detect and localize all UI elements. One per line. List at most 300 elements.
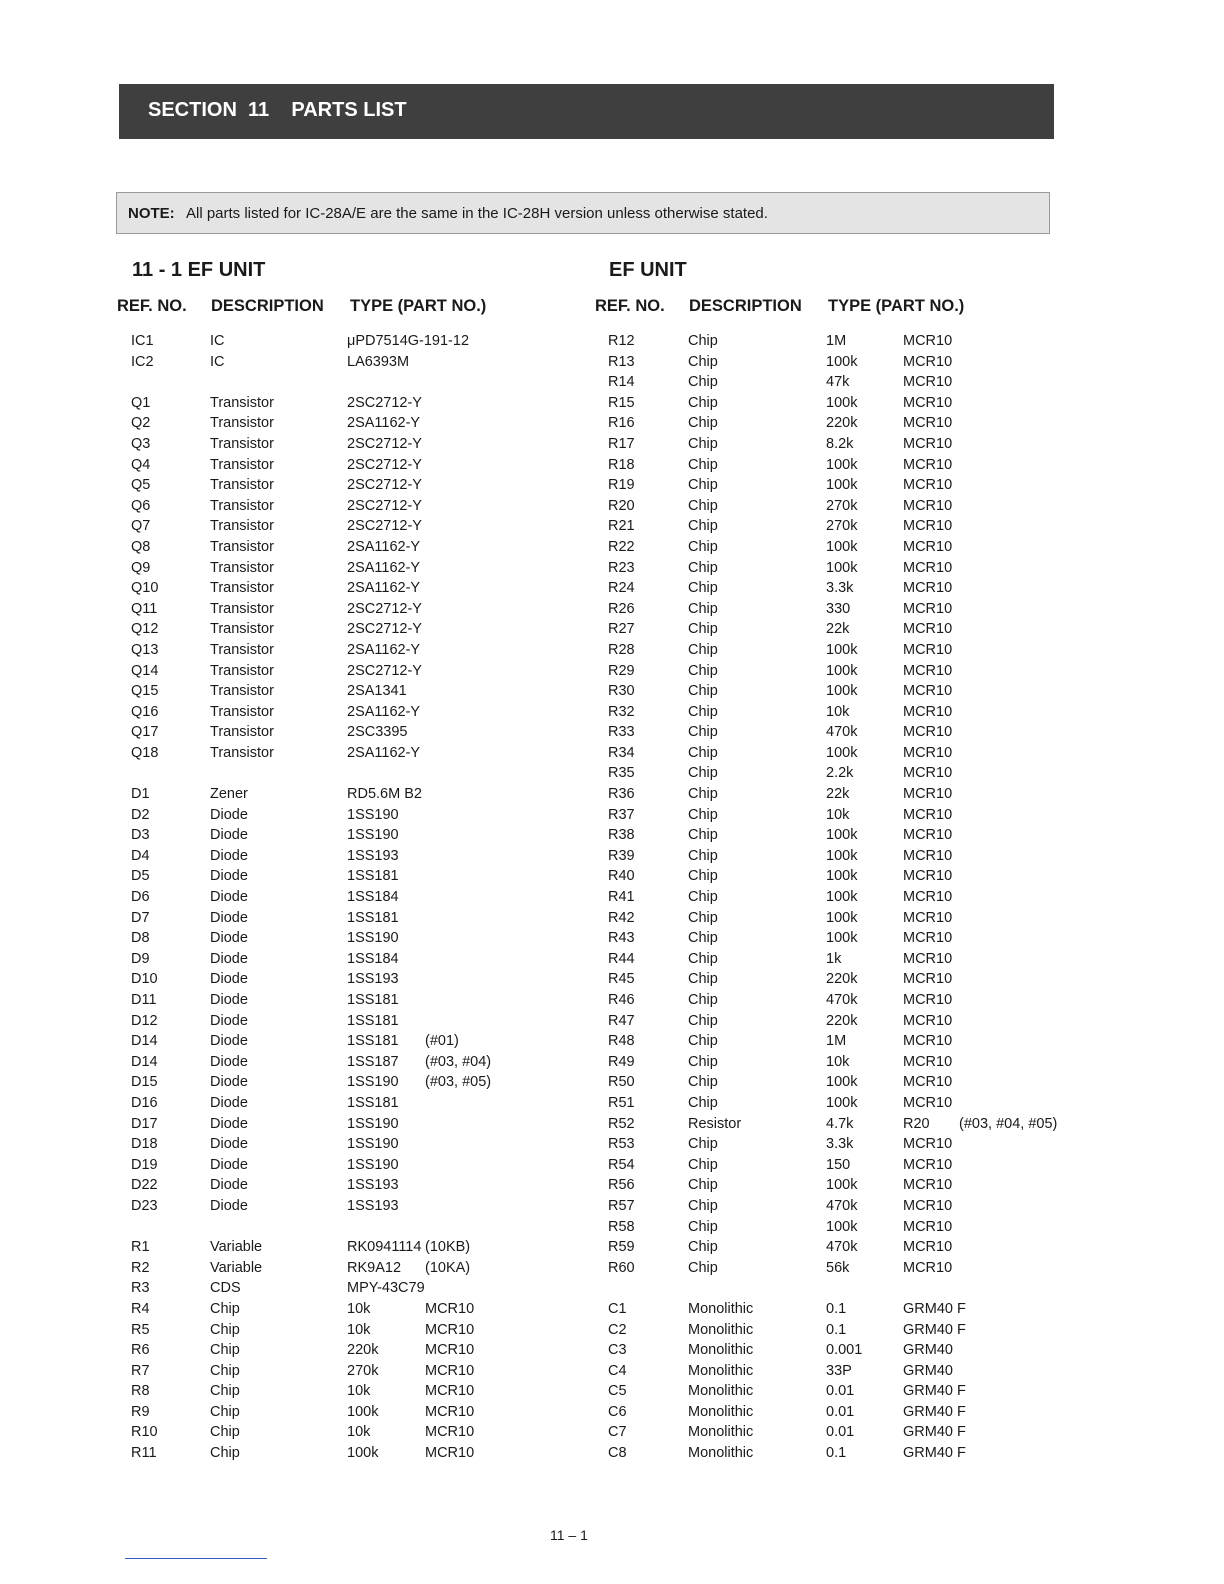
table-row [131,1136,611,1157]
left-header-ref: REF. NO. [117,297,187,315]
cell-ref: D3 [131,827,150,844]
cell-type: 100k [826,538,858,555]
cell-ref: R14 [608,374,635,391]
cell-ref: R45 [608,971,635,988]
cell-part: MCR10 [903,724,953,741]
table-row [608,1260,1088,1281]
cell-type: RK0941114 [347,1239,422,1256]
cell-note: (10KA) [425,1259,471,1276]
cell-ref: R24 [608,580,635,597]
cell-ref: R29 [608,662,635,679]
cell-type: 2SA1162-Y [347,744,421,761]
table-row [608,1445,1088,1466]
cell-type: 1SS190 [347,806,399,823]
cell-desc: Chip [688,374,718,391]
cell-part: MCR10 [903,394,953,411]
cell-part: MCR10 [903,559,953,576]
cell-part: MCR10 [903,456,953,473]
cell-type: 100k [826,930,858,947]
cell-desc: Transistor [210,538,274,555]
cell-desc: IC [210,333,225,349]
table-row [131,1074,611,1095]
cell-desc: Chip [688,786,718,803]
cell-type: 2SA1162-Y [347,538,421,555]
cell-type: 2SA1162-Y [347,580,421,597]
cell-type: 0.1 [826,1300,847,1317]
cell-ref: R26 [608,600,635,617]
cell-desc: Transistor [210,518,274,535]
cell-type: 1SS190 [347,827,399,844]
cell-type: 270k [826,518,858,535]
cell-desc: Chip [688,827,718,844]
table-row [131,910,611,931]
cell-type: 1SS193 [347,1177,399,1194]
cell-desc: Chip [688,971,718,988]
table-row [131,951,611,972]
cell-ref: Q14 [131,662,159,679]
table-row [131,395,611,416]
cell-type: RD5.6M B2 [347,786,422,803]
cell-part: MCR10 [903,1094,953,1111]
cell-desc: Diode [210,930,248,947]
cell-type: 100k [826,641,858,658]
cell-part: GRM40 [903,1362,953,1379]
cell-desc: Diode [210,971,248,988]
cell-type: 2SC2712-Y [347,435,422,452]
cell-ref: R36 [608,786,635,803]
cell-ref: C8 [608,1445,627,1462]
table-row [131,1198,611,1219]
cell-type: 22k [826,786,850,803]
left-unit-title: 11 - 1 EF UNIT [132,259,266,281]
cell-type: 1SS193 [347,847,399,864]
cell-desc: Chip [688,435,718,452]
table-row [608,1198,1088,1219]
cell-desc: Chip [688,580,718,597]
table-row [131,518,611,539]
cell-part: MCR10 [903,971,953,988]
cell-ref: Q4 [131,456,151,473]
table-row [131,436,611,457]
cell-type: 270k [826,497,858,514]
cell-desc: Transistor [210,559,274,576]
cell-desc: Transistor [210,683,274,700]
cell-desc: Variable [210,1239,263,1256]
table-row [608,930,1088,951]
table-row [131,415,611,436]
table-row [131,1157,611,1178]
cell-type: 100k [826,683,858,700]
cell-desc: Transistor [210,456,274,473]
cell-desc: Transistor [210,415,274,432]
cell-desc: Chip [688,497,718,514]
cell-desc: Chip [688,703,718,720]
cell-ref: D12 [131,1012,158,1029]
cell-type: 56k [826,1259,850,1276]
cell-ref: D22 [131,1177,158,1194]
cell-desc: Chip [688,868,718,885]
cell-ref: R32 [608,703,635,720]
table-row [131,1301,611,1322]
table-row [608,1280,1088,1301]
cell-ref: R48 [608,1033,635,1050]
cell-ref: R33 [608,724,635,741]
cell-type: 100k [826,394,858,411]
cell-desc: CDS [210,1280,241,1297]
cell-ref: R60 [608,1259,635,1276]
cell-part: MCR10 [425,1424,475,1441]
cell-type: 22k [826,621,850,638]
table-row [131,498,611,519]
cell-ref: D5 [131,868,150,885]
cell-part: GRM40 F [903,1403,966,1420]
cell-type: 10k [826,806,850,823]
cell-type: 1M [826,333,847,349]
table-row [608,1219,1088,1240]
table-row [131,889,611,910]
table-row [608,1322,1088,1343]
cell-desc: Chip [688,1033,718,1050]
cell-type: 3.3k [826,580,854,597]
cell-desc: Diode [210,868,248,885]
cell-desc: Chip [688,1156,718,1173]
cell-desc: Chip [688,333,718,349]
cell-ref: R1 [131,1239,150,1256]
cell-ref: D15 [131,1074,158,1091]
cell-type: 100k [826,827,858,844]
table-row [131,1260,611,1281]
right-header-ref: REF. NO. [595,297,665,315]
cell-desc: Transistor [210,497,274,514]
cell-desc: Chip [688,1012,718,1029]
cell-ref: R50 [608,1074,635,1091]
cell-ref: R3 [131,1280,150,1297]
cell-ref: R16 [608,415,635,432]
cell-ref: Q9 [131,559,151,576]
cell-ref: R42 [608,909,635,926]
table-row [131,539,611,560]
cell-desc: Chip [688,683,718,700]
cell-desc: Chip [688,950,718,967]
table-row [608,374,1088,395]
cell-type: 470k [826,1239,858,1256]
table-row [608,518,1088,539]
cell-ref: D9 [131,950,150,967]
cell-ref: R20 [608,497,635,514]
cell-type: 1SS181 [347,1033,399,1050]
cell-part: MCR10 [425,1321,475,1338]
cell-ref: R27 [608,621,635,638]
cell-part: MCR10 [425,1300,475,1317]
table-row [131,1424,611,1445]
cell-type: 1SS184 [347,950,399,967]
cell-part: MCR10 [903,1218,953,1235]
cell-ref: R39 [608,847,635,864]
table-row [131,560,611,581]
table-row [131,745,611,766]
cell-part: MCR10 [903,1012,953,1029]
table-row [608,992,1088,1013]
cell-part: GRM40 F [903,1383,966,1400]
cell-ref: C1 [608,1300,627,1317]
cell-desc: Transistor [210,744,274,761]
cell-part: MCR10 [425,1383,475,1400]
table-row [131,1033,611,1054]
cell-desc: Monolithic [688,1445,754,1462]
table-row [608,765,1088,786]
cell-ref: R40 [608,868,635,885]
table-row [608,1177,1088,1198]
cell-type: 1SS181 [347,1012,399,1029]
cell-part: MCR10 [425,1362,475,1379]
cell-type: 10k [347,1383,371,1400]
cell-part: MCR10 [903,930,953,947]
cell-desc: Diode [210,1177,248,1194]
cell-ref: C7 [608,1424,627,1441]
table-row [131,1363,611,1384]
table-row [131,992,611,1013]
table-row [608,457,1088,478]
cell-part: MCR10 [903,765,953,782]
cell-type: 2SC3395 [347,724,408,741]
table-row [131,621,611,642]
cell-ref: R59 [608,1239,635,1256]
table-row [131,704,611,725]
cell-ref: Q8 [131,538,151,555]
cell-ref: R17 [608,435,635,452]
cell-type: 1SS190 [347,930,399,947]
cell-part: MCR10 [903,374,953,391]
cell-desc: Transistor [210,703,274,720]
cell-type: 0.1 [826,1445,847,1462]
cell-part: GRM40 [903,1342,953,1359]
cell-part: MCR10 [903,353,953,370]
table-row [131,1219,611,1240]
table-row [608,1342,1088,1363]
cell-part: MCR10 [903,641,953,658]
cell-desc: Diode [210,1156,248,1173]
table-row [608,1033,1088,1054]
cell-type: 2SC2712-Y [347,497,422,514]
cell-desc: Diode [210,1115,248,1132]
cell-part: GRM40 F [903,1424,966,1441]
cell-ref: R13 [608,353,635,370]
cell-desc: Chip [688,1197,718,1214]
table-row [131,807,611,828]
cell-ref: Q16 [131,703,159,720]
table-row [131,1404,611,1425]
cell-type: 220k [347,1342,379,1359]
cell-type: 100k [826,1218,858,1235]
table-row [608,333,1088,354]
cell-desc: Transistor [210,724,274,741]
cell-desc: Diode [210,992,248,1008]
cell-desc: Chip [688,559,718,576]
cell-part: MCR10 [903,909,953,926]
cell-type: 2SA1162-Y [347,703,421,720]
right-unit-title: EF UNIT [609,259,687,281]
cell-part: MCR10 [903,1074,953,1091]
table-row [608,807,1088,828]
cell-desc: Chip [688,806,718,823]
cell-part: MCR10 [903,518,953,535]
cell-type: 470k [826,992,858,1008]
table-row [131,1013,611,1034]
cell-desc: Chip [210,1300,240,1317]
table-row [608,621,1088,642]
footer-rule [125,1558,267,1559]
cell-ref: D10 [131,971,158,988]
right-parts-table [608,333,1088,1466]
table-row [608,1095,1088,1116]
cell-ref: R56 [608,1177,635,1194]
cell-type: 1SS190 [347,1074,399,1091]
cell-type: 100k [826,1094,858,1111]
cell-note: (10KB) [425,1239,471,1256]
cell-desc: Diode [210,909,248,926]
section-banner [119,84,1054,139]
table-row [131,827,611,848]
cell-desc: Transistor [210,662,274,679]
cell-ref: R51 [608,1094,635,1111]
cell-ref: D7 [131,909,150,926]
cell-type: 100k [826,1074,858,1091]
cell-ref: IC1 [131,333,154,349]
table-row [131,580,611,601]
cell-type: 2SC2712-Y [347,621,422,638]
table-row [608,354,1088,375]
cell-ref: D1 [131,786,150,803]
cell-desc: Chip [688,1218,718,1235]
cell-desc: Chip [688,847,718,864]
cell-ref: D8 [131,930,150,947]
cell-desc: Chip [210,1403,240,1420]
cell-type: 0.01 [826,1424,855,1441]
cell-type: 2SC2712-Y [347,477,422,494]
table-row [131,683,611,704]
cell-ref: R49 [608,1053,635,1070]
cell-part: MCR10 [903,744,953,761]
cell-desc: Resistor [688,1115,742,1132]
cell-desc: Monolithic [688,1383,754,1400]
table-row [608,951,1088,972]
cell-part: MCR10 [903,580,953,597]
table-row [608,1239,1088,1260]
cell-ref: Q1 [131,394,151,411]
cell-type: 330 [826,600,851,617]
cell-part: MCR10 [903,703,953,720]
cell-ref: Q5 [131,477,151,494]
cell-desc: Zener [210,786,248,803]
cell-part: MCR10 [903,1156,953,1173]
cell-part: MCR10 [903,950,953,967]
right-header-type: TYPE (PART NO.) [828,297,965,315]
table-row [608,683,1088,704]
cell-note: (#03, #04) [425,1053,492,1070]
table-row [131,477,611,498]
table-row [608,477,1088,498]
table-row [608,415,1088,436]
cell-ref: Q18 [131,744,159,761]
cell-desc: Chip [688,415,718,432]
table-row [608,1404,1088,1425]
cell-desc: Chip [210,1362,240,1379]
cell-ref: D14 [131,1053,158,1070]
cell-type: 1SS181 [347,992,399,1008]
table-row [131,786,611,807]
cell-type: 100k [826,909,858,926]
cell-type: 2SA1162-Y [347,415,421,432]
cell-type: 1SS190 [347,1136,399,1153]
cell-desc: Chip [210,1424,240,1441]
cell-type: 47k [826,374,850,391]
cell-ref: R38 [608,827,635,844]
cell-type: 1SS187 [347,1053,399,1070]
cell-type: 2SC2712-Y [347,662,422,679]
cell-ref: D16 [131,1094,158,1111]
table-row [608,560,1088,581]
cell-ref: R58 [608,1218,635,1235]
cell-ref: R35 [608,765,635,782]
cell-desc: Chip [210,1383,240,1400]
table-row [131,1177,611,1198]
cell-part: MCR10 [903,786,953,803]
table-row [608,580,1088,601]
cell-desc: Chip [210,1445,240,1462]
cell-type: 10k [347,1300,371,1317]
cell-desc: Monolithic [688,1321,754,1338]
table-row [608,663,1088,684]
cell-part: MCR10 [903,1136,953,1153]
table-row [608,642,1088,663]
table-row [131,663,611,684]
cell-ref: R23 [608,559,635,576]
table-row [131,642,611,663]
cell-type: 100k [826,1177,858,1194]
table-row [131,1095,611,1116]
table-row [131,1322,611,1343]
cell-desc: Diode [210,827,248,844]
table-row [131,1280,611,1301]
cell-part: MCR10 [903,600,953,617]
cell-ref: R30 [608,683,635,700]
cell-desc: Chip [688,456,718,473]
cell-ref: D18 [131,1136,158,1153]
cell-desc: Chip [688,477,718,494]
table-row [131,848,611,869]
table-row [608,1136,1088,1157]
cell-desc: Diode [210,1094,248,1111]
table-row [131,930,611,951]
cell-part: GRM40 F [903,1300,966,1317]
cell-desc: Chip [688,641,718,658]
cell-desc: Chip [688,600,718,617]
cell-ref: D17 [131,1115,158,1132]
cell-desc: Diode [210,889,248,906]
cell-type: 1SS193 [347,971,399,988]
cell-ref: D6 [131,889,150,906]
cell-ref: R54 [608,1156,635,1173]
table-row [131,457,611,478]
cell-ref: R21 [608,518,635,535]
cell-type: 100k [826,744,858,761]
cell-desc: Diode [210,1197,248,1214]
cell-desc: Chip [688,1136,718,1153]
cell-type: 100k [347,1403,379,1420]
table-row [608,745,1088,766]
cell-ref: R18 [608,456,635,473]
cell-ref: C2 [608,1321,627,1338]
